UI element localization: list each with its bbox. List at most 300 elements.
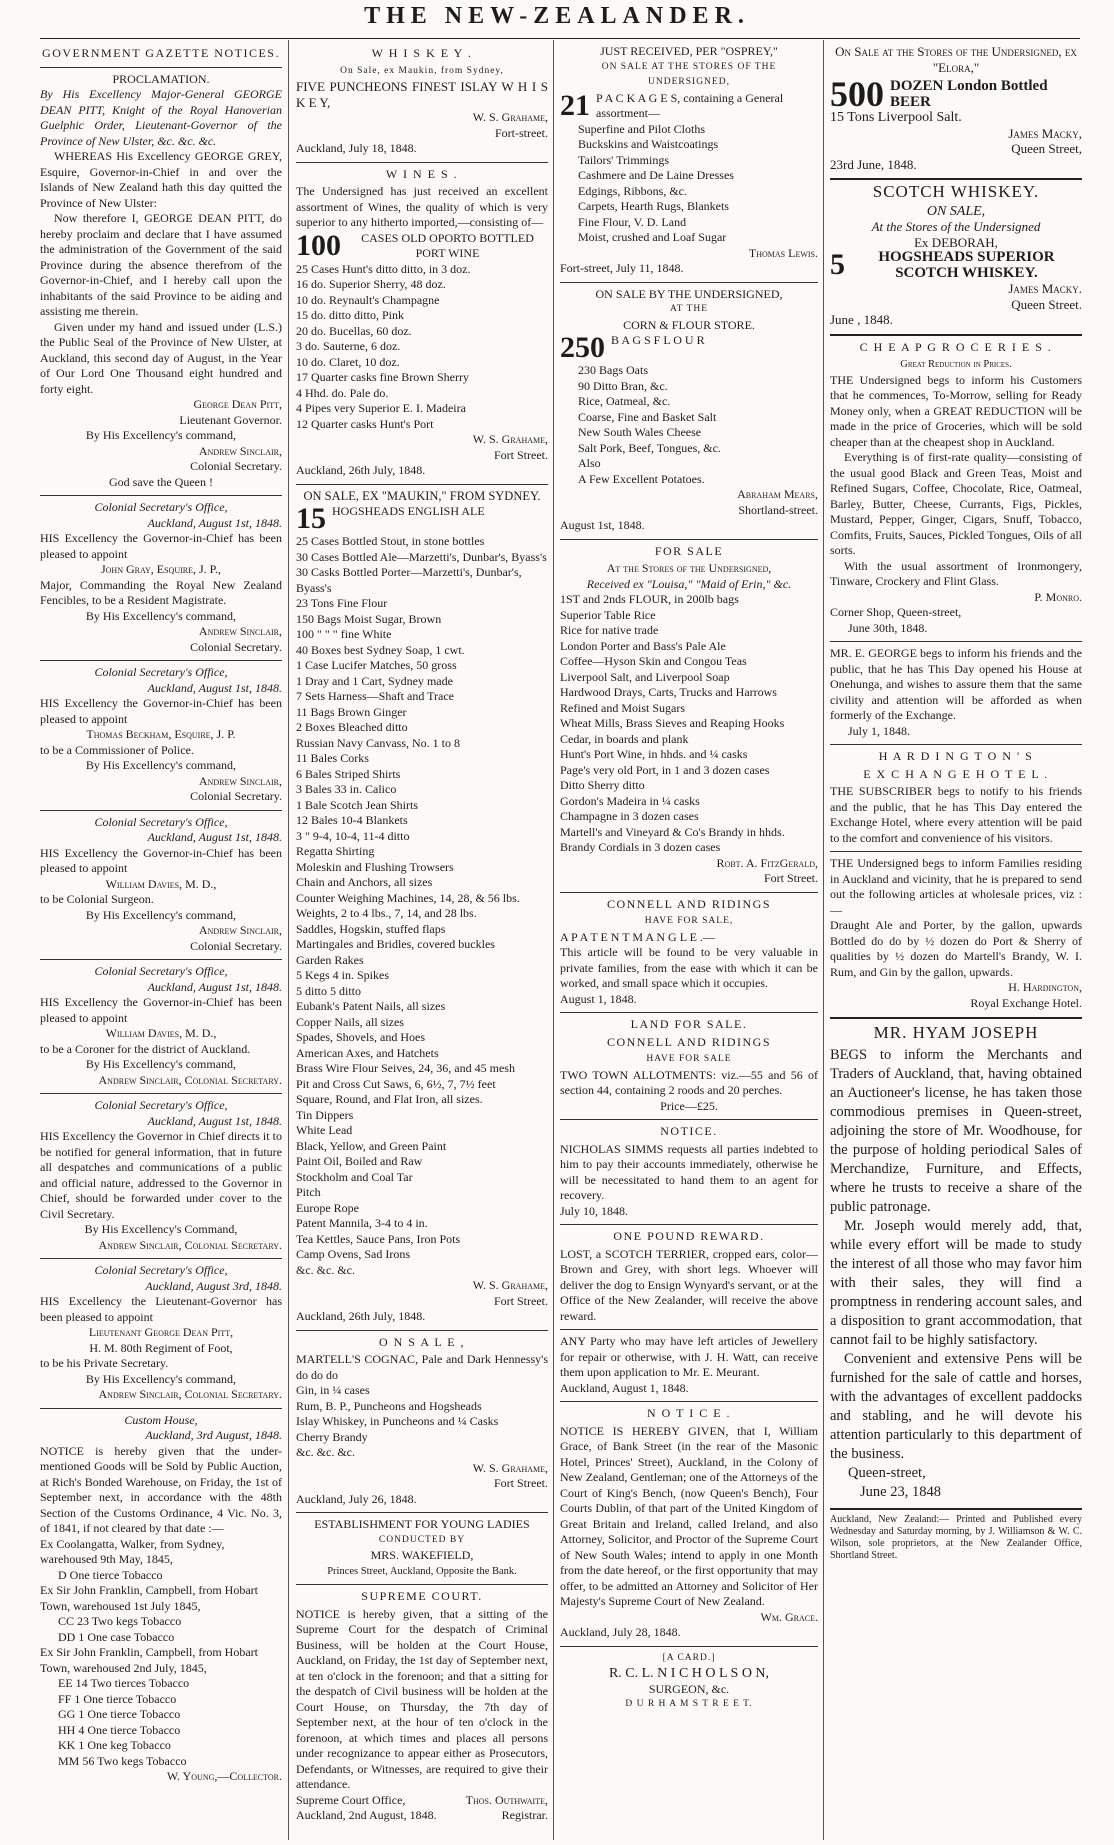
list-item: 90 Ditto Bran, &c.	[578, 378, 668, 393]
list-item: 11 Bags Brown Ginger	[296, 704, 407, 719]
customs-lot: DD 1 One case Tobacco	[58, 1629, 175, 1644]
ad-item-list	[560, 363, 818, 487]
ad-body: BEGS to inform the Merchants and Traders of Auckland, that, having obtained an Auctioneer's license, he has taken those commodious premises in Queen-street, adjoining the store of Mr. Woodhouse, for the purpose of holding periodical Sales of Merchandize, Furniture, and Effects, where he trusts to receive a share of the public patronage.	[830, 1047, 1082, 1215]
list-item: Hardwood Drays, Carts, Trucks and Harrows	[560, 685, 777, 699]
list-item: Chain and Anchors, all sizes	[296, 875, 433, 889]
notice-date: Auckland, August 1st, 1848.	[147, 830, 282, 844]
signature-location: Fort-street.	[495, 125, 548, 140]
list-item: 1 Dray and 1 Cart, Sydney made	[296, 673, 453, 688]
list-item: 17 Quarter casks fine Brown Sherry	[296, 370, 469, 384]
signature: Robt. A. FitzGerald,	[716, 855, 818, 870]
signature: W. Young,—Collector.	[166, 1769, 282, 1783]
signature-location: Queen Street,	[1011, 141, 1082, 156]
ad-title: H A R D I N G T O N ' S	[878, 749, 1034, 763]
list-item: 12 Bales 10-4 Blankets	[296, 813, 408, 827]
list-item: 1 Bale Scotch Jean Shirts	[296, 797, 418, 812]
ad-subtitle: AT THE	[669, 304, 709, 314]
notice-body: to be his Private Secretary.	[40, 1356, 169, 1370]
ad-date: June 23, 1848	[860, 1484, 941, 1500]
list-item: Buckskins and Waistcoatings	[578, 137, 719, 151]
list-item: Pit and Cross Cut Saws, 6, 6½, 7, 7½ feet	[296, 1076, 496, 1091]
signature: Andrew Sinclair,	[198, 923, 282, 937]
notice-appointment	[40, 500, 282, 655]
notice-appointment	[40, 665, 282, 805]
ad-title: C H E A P G R O C E R I E S .	[859, 339, 1053, 354]
ad-item-list	[296, 534, 548, 1278]
signature-title: Colonial Secretary.	[190, 789, 282, 803]
list-item: 6 Bales Striped Shirts	[296, 766, 401, 781]
list-item: Cashmere and De Laine Dresses	[578, 168, 734, 182]
list-item: 7 Sets Harness—Shaft and Trace	[296, 689, 454, 703]
list-item: 3 do. Sauterne, 6 doz.	[296, 339, 401, 353]
notice-body: HIS Excellency the Governor-in-Chief has been pleased to appoint	[40, 531, 282, 561]
list-item: 10 do. Claret, 10 doz.	[296, 354, 400, 369]
signature: Thomas Lewis.	[748, 245, 818, 260]
ad-date: August 1st, 1848.	[560, 518, 645, 532]
notice-body: to be a Commissioner of Police.	[40, 742, 194, 757]
ad-title: FOR SALE	[654, 543, 724, 558]
ad-title: ONE POUND REWARD.	[613, 1229, 765, 1243]
list-item: 1ST and 2nds FLOUR, in 200lb bags	[560, 592, 739, 606]
list-item: Ditto Sherry ditto	[560, 778, 645, 792]
signature: Andrew Sinclair,	[198, 443, 282, 458]
list-item: Europe Rope	[296, 1200, 359, 1215]
list-item: 5 ditto 5 ditto	[296, 983, 362, 998]
ad-body: Everything is of first-rate quality—consisting of the usual good Black and Green Teas, Moist and Refined Sugars, Coffee, Chocolate, Rice, Oatmeal, Barley, Butter, Cheese, Currants, Figs, Pickles, Mustard, Pepper, Ginger, Cigars, Snuff, Tobacco, Comfits, Fruits, Sauces, Pickled Tongues, Oils of all sorts.	[830, 450, 1082, 557]
list-item: 5 Kegs 4 in. Spikes	[296, 968, 389, 982]
list-item: Tea Kettles, Sauce Pans, Iron Pots	[296, 1231, 461, 1246]
masthead: THE NEW-ZEALANDER.	[364, 3, 750, 29]
list-item: 11 Bales Corks	[296, 751, 369, 765]
auctioneer-ad	[830, 1023, 1082, 1502]
ad-subtitle: At the Stores of the Undersigned	[871, 219, 1041, 234]
ad-date: June 30th, 1848.	[848, 620, 928, 635]
list-item: 4 Hhd. do. Pale do.	[296, 385, 389, 400]
notice-body: to be a Coroner for the district of Auckland.	[40, 1041, 251, 1056]
ad-headline: DOZEN London Bottled BEER	[890, 79, 1048, 110]
ad-date: Auckland, August 1, 1848.	[560, 1380, 689, 1395]
signature: W. S. Grahame,	[472, 1460, 548, 1475]
ad-item-list	[296, 262, 548, 433]
notice-appointment	[40, 815, 282, 955]
ad-date: 23rd June, 1848.	[830, 156, 917, 172]
notice-despatches	[40, 1098, 282, 1253]
notice-office: Custom House,	[124, 1412, 198, 1427]
ad-headline: HOGSHEADS ENGLISH ALE	[332, 504, 485, 518]
list-item: 2 Boxes Bleached ditto	[296, 720, 408, 734]
list-item: Islay Whiskey, in Puncheons and ¼ Casks	[296, 1414, 499, 1428]
ad-title: LAND FOR SALE.	[630, 1017, 748, 1031]
list-item: Rice, Oatmeal, &c.	[578, 394, 671, 408]
ad-title: W H I S K E Y .	[371, 46, 473, 60]
list-item: 15 do. ditto ditto, Pink	[296, 308, 405, 322]
ad-name: MRS. WAKEFIELD,	[370, 1548, 474, 1562]
ad-subtitle: On Sale, ex Maukin, from Sydney,	[340, 65, 504, 76]
ad-date: Auckland, July 28, 1848.	[560, 1625, 681, 1639]
list-item: 10 do. Reynault's Champagne	[296, 292, 440, 307]
ad-title: E X C H A N G E H O T E L .	[863, 766, 1049, 781]
notice-body: to be Colonial Surgeon.	[40, 892, 154, 906]
list-item: 4 Pipes very Superior E. I. Madeira	[296, 401, 466, 415]
signature-title: Lieutenant Governor.	[179, 412, 282, 427]
notice-date: Auckland, 3rd August, 1848.	[145, 1428, 282, 1442]
notice-date: Auckland, August 3rd, 1848.	[145, 1278, 282, 1293]
command-line: By His Excellency's command,	[85, 907, 237, 922]
ad-title: MR. HYAM JOSEPH	[873, 1023, 1039, 1042]
list-item: Carpets, Hearth Rugs, Blankets	[578, 199, 729, 213]
list-item: Tailors' Trimmings	[578, 152, 670, 167]
signature: Wm. Grace.	[760, 1609, 818, 1624]
appointee-name: John Gray, Esquire, J. P.,	[100, 562, 222, 576]
list-item: 1 Case Lucifer Matches, 50 gross	[296, 658, 457, 672]
list-item: Russian Navy Canvass, No. 1 to 8	[296, 735, 460, 750]
list-item: &c. &c. &c.	[296, 1262, 355, 1277]
signature: Andrew Sinclair,	[198, 624, 282, 638]
list-item: Garden Rakes	[296, 952, 364, 967]
ad-date: July 10, 1848.	[560, 1203, 629, 1218]
notice-body: HIS Excellency the Governor-in-Chief has been pleased to appoint	[40, 995, 282, 1025]
signature-location: Corner Shop, Queen-street,	[830, 605, 962, 619]
customs-lot: CC 23 Two kegs Tobacco	[58, 1614, 182, 1628]
proclamation-body: WHEREAS His Excellency GEORGE GREY, Esquire, Governor-in-Chief in and over the Islands of New Zealand hath this day quitted the Province of New Ulster:	[40, 149, 282, 210]
ad-date: Auckland, 26th July, 1848.	[296, 463, 426, 477]
ad-date: Fort-street, July 11, 1848.	[560, 261, 684, 275]
column-1	[40, 44, 282, 1839]
list-item: Regatta Shirting	[296, 844, 375, 858]
list-item: Patent Mannila, 3-4 to 4 in.	[296, 1216, 428, 1230]
card-address: D U R H A M S T R E E T.	[625, 1699, 753, 1709]
signature: W. S. Grahame,	[472, 1278, 548, 1292]
list-item: 25 Cases Hunt's ditto ditto, in 3 doz.	[296, 261, 471, 276]
ad-quantity: 500	[830, 79, 884, 110]
list-item: American Axes, and Hatchets	[296, 1045, 439, 1060]
column-rule	[553, 40, 554, 1840]
list-item: Black, Yellow, and Green Paint	[296, 1138, 447, 1153]
list-item: Brass Wire Flour Seives, 24, 36, and 45 mesh	[296, 1061, 515, 1075]
notice-date: Auckland, August 1st, 1848.	[147, 680, 282, 695]
list-item: Rice for native trade	[560, 623, 659, 637]
list-item: London Porter and Bass's Pale Ale	[560, 638, 726, 653]
section-heading: GOVERNMENT GAZETTE NOTICES.	[42, 46, 280, 60]
ad-body: ANY Party who may have left articles of Jewellery for repair or otherwise, with J. H. Watt, can receive them upon application to Mr. E. Meurant.	[560, 1334, 818, 1379]
notice-date: Auckland, August 1st, 1848.	[147, 515, 282, 530]
signature: George Dean Pitt,	[193, 397, 282, 411]
notice-office: Colonial Secretary's Office,	[94, 1098, 228, 1112]
signature-location: Fort Street.	[494, 1476, 548, 1490]
signature-location: Fort Street.	[494, 1293, 548, 1308]
list-item: Saddles, Hogskin, stuffed flaps	[296, 921, 446, 936]
customs-lot: FF 1 One tierce Tobacco	[58, 1691, 177, 1706]
ad-subtitle: At the Stores of the Undersigned,	[606, 561, 772, 575]
list-item: Gin, in ¼ cases	[296, 1383, 370, 1397]
list-item: Refined and Moist Sugars	[560, 700, 685, 715]
list-item: New South Wales Cheese	[578, 425, 702, 439]
list-item: Salt Pork, Beef, Tongues, &c.	[578, 440, 721, 455]
signature-location: Royal Exchange Hotel.	[970, 995, 1082, 1010]
proclamation-byline: By His Excellency Major-General GEORGE DEAN PITT, Knight of the Royal Hanoverian Guelphic Order, Lieutenant-Governor of the Province of New Ulster, &c. &c. &c.	[40, 87, 282, 148]
masthead-rule	[40, 38, 1080, 39]
list-item: Rum, B. P., Puncheons and Hogsheads	[296, 1398, 482, 1413]
ad-subtitle: HAVE FOR SALE,	[644, 916, 734, 926]
list-item: Superior Table Rice	[560, 607, 656, 622]
appointee-name: William Davies, M. D.,	[105, 876, 217, 891]
ad-title: JUST RECEIVED, PER "OSPREY,"	[600, 44, 778, 58]
command-line: By His Excellency's command,	[85, 428, 237, 442]
ad-date: Auckland, July 26, 1848.	[296, 1491, 417, 1506]
command-line: By His Excellency's command,	[85, 608, 237, 623]
list-item: 30 Casks Bottled Porter—Marzetti's, Dunbar's, Byass's	[296, 565, 522, 595]
ad-price: Price—£25.	[660, 1098, 718, 1113]
signature-title: Colonial Secretary.	[190, 459, 282, 473]
ad-title: ON SALE, EX "MAUKIN," FROM SYDNEY.	[303, 488, 541, 503]
printer-imprint: Auckland, New Zealand:— Printed and Published every Wednesday and Saturday morning, by J. Williamson & W. C. Wilson, sole proprietors, at the New Zealander Office, Shortland Street.	[830, 1514, 1082, 1561]
proclamation-body: Now therefore I, GEORGE DEAN PITT, do hereby proclaim and declare that I have assumed the administration of the Government of the said Province during the absence therefrom of the Governor-in-Chief, and I hereby call upon the inhabitants of the said Province to be aiding and assisting me therein.	[40, 211, 282, 318]
list-item: 16 do. Superior Sherry, 48 doz.	[296, 277, 446, 291]
notice-office: Colonial Secretary's Office,	[94, 665, 228, 679]
notice-appointment	[40, 1263, 282, 1403]
ad-item-list	[560, 122, 818, 246]
appointee-name: Lieutenant George Dean Pitt,	[88, 1325, 234, 1339]
customs-entry: Ex Coolangatta, Walker, from Sydney, warehoused 9th May, 1845,	[40, 1536, 225, 1566]
signature: James Macky.	[1008, 281, 1082, 296]
ad-headline: CONNELL AND RIDINGS	[606, 1034, 772, 1049]
list-item: Coarse, Fine and Basket Salt	[578, 409, 717, 424]
ad-subtitle: HAVE FOR SALE	[646, 1054, 732, 1064]
list-item: Also	[578, 456, 601, 470]
list-item: 12 Quarter casks Hunt's Port	[296, 416, 434, 431]
list-item: &c. &c. &c.	[296, 1445, 355, 1459]
signature: Andrew Sinclair, Colonial Secretary.	[98, 1072, 282, 1087]
ad-item-list	[560, 592, 818, 856]
command-line: By His Excellency's command,	[85, 1371, 237, 1386]
proclamation-body: Given under my hand and issued under (L.S.) the Public Seal of the Province of New Ulster, at Auckland, this second day of August, in the Year of Our Lord One Thousand eight hundred and forty eight.	[40, 319, 282, 396]
ad-title: CONNELL AND RIDINGS	[606, 896, 772, 911]
ad-body: LOST, a SCOTCH TERRIER, cropped ears, color—Brown and Grey, with short legs. Whoever will deliver the dog to Ensign Wynyard's servant, or at the Office of the New Zealander, will receive the above reward.	[560, 1246, 818, 1323]
signature: W. S. Grahame,	[472, 110, 548, 124]
list-item: Camp Ovens, Sad Irons	[296, 1247, 410, 1261]
list-item: Square, Round, and Flat Iron, all sizes.	[296, 1092, 483, 1106]
column-4	[830, 44, 1082, 1839]
notice-date: Auckland, August 1st, 1848.	[147, 1113, 282, 1128]
ad-headline: B A G S F L O U R	[611, 333, 705, 347]
ad-body: This article will be found to be very valuable in private families, from the ease with which it can be worked, and small space which it occupies.	[560, 945, 818, 990]
closing-line: God save the Queen !	[109, 474, 213, 489]
list-item: Page's very old Port, in 1 and 3 dozen cases	[560, 762, 770, 777]
ad-date: Auckland, 26th July, 1848.	[296, 1309, 426, 1323]
signature: Andrew Sinclair, Colonial Secretary.	[98, 1387, 282, 1401]
customs-lot: MM 56 Two kegs Tobacco	[58, 1753, 187, 1768]
ad-quantity: 100	[296, 230, 341, 262]
column-3	[560, 44, 818, 1839]
ad-quantity: 21	[560, 90, 590, 122]
signature: Thos. Outhwaite,	[465, 1792, 548, 1807]
notice-body: HIS Excellency the Governor-in-Chief has been pleased to appoint	[40, 845, 282, 875]
signature-location: Fort Street.	[494, 447, 548, 462]
list-item: 100 " " " fine White	[296, 627, 392, 641]
list-item: Superfine and Pilot Cloths	[578, 121, 705, 136]
ad-body: Mr. Joseph would merely add, that, while every effort will be made to study the interest of all those who may favor him with their sales, they will find a promptness in rendering account sales, and a disposition to grant accommodation, that cannot fail to be highly satisfactory.	[830, 1218, 1082, 1348]
command-line: By His Excellency's command,	[85, 758, 237, 772]
customs-lot: KK 1 One keg Tobacco	[58, 1738, 171, 1752]
ad-title: ON SALE BY THE UNDERSIGNED,	[595, 286, 783, 301]
list-item: Spades, Shovels, and Hoes	[296, 1030, 425, 1044]
notice-body: Major, Commanding the Royal New Zealand Fencibles, to be a Resident Magistrate.	[40, 577, 282, 607]
signature-title: Registrar.	[501, 1808, 548, 1822]
list-item: 150 Bags Moist Sugar, Brown	[296, 611, 442, 626]
customs-entry: Ex Sir John Franklin, Campbell, from Hobart Town, warehoused 1st July 1845,	[40, 1583, 258, 1613]
signature: H. Hardington,	[1008, 980, 1082, 994]
list-item: Cedar, in boards and plank	[560, 731, 689, 746]
command-line: By His Excellency's Command,	[84, 1222, 238, 1236]
list-item: Liverpool Salt, and Liverpool Soap	[560, 669, 730, 684]
ad-body: The Undersigned has just received an excellent assortment of Wines, the quality of which is very superior to any hitherto imported,—consisting of—	[296, 184, 548, 229]
list-item: Moleskin and Flushing Trowsers	[296, 859, 454, 874]
notice-body: NOTICE is hereby given that the under-mentioned Goods will be Sold by Public Auction, at Rich's Bonded Warehouse, on Friday, the 1st of September next, in accordance with the 48th Section of the Customs Ordinance, 4 Vic. No. 3, of 1841, if not cleared by that date :—	[40, 1443, 282, 1535]
signature: Andrew Sinclair, Colonial Secretary.	[98, 1237, 282, 1252]
ad-title: SCOTCH WHISKEY.	[872, 182, 1040, 201]
notice-date: Auckland, 2nd August, 1848.	[296, 1808, 437, 1822]
list-item: Stockholm and Coal Tar	[296, 1169, 413, 1184]
ad-date: June , 1848.	[830, 312, 893, 327]
ad-headline: A P A T E N T M A N G L E .—	[560, 929, 715, 944]
column-rule	[823, 40, 824, 1840]
customs-lot: EE 14 Two tierces Tobacco	[58, 1676, 190, 1690]
list-item: Edgings, Ribbons, &c.	[578, 183, 688, 198]
list-item: Champagne in 3 dozen cases	[560, 809, 699, 823]
ad-body: THE SUBSCRIBER begs to notify to his friends and the public, that he has This Day entered the Exchange Hotel, where every attention will be paid to the comfort and convenience of his visitors.	[830, 784, 1082, 845]
ad-body: NOTICE IS HEREBY GIVEN, that I, William Grace, of Bank Street (in the rear of the Masonic Hotel, Princes' Street), Auckland, in the Colony of New Zealand, Gentleman; one of the Attorneys of the Court of King's Bench, (now Queen's Bench), Four Courts Dublin, of that part of the United Kingdom of Great Britain and Ireland, called Ireland, and also Attorney, Solicitor, and Proctor of the Supreme Court of New South Wales; intend to apply in one Month from the date hereof, or the first opportunity that may offer, to be admitted an Attorney and Solicitor of Her Majesty's Supreme Court of New Zealand.	[560, 1423, 818, 1608]
notice-office: Supreme Court Office,	[296, 1792, 406, 1807]
list-item: 30 Cases Bottled Ale—Marzetti's, Dunbar's, Byass's	[296, 549, 547, 564]
list-item: A Few Excellent Potatoes.	[578, 471, 705, 486]
command-line: By His Excellency's command,	[85, 1057, 237, 1071]
list-item: Martingales and Bridles, covered buckles	[296, 937, 495, 951]
notice-body: H. M. 80th Regiment of Foot,	[89, 1340, 233, 1355]
ad-subtitle: Received ex "Louisa," "Maid of Erin," &c.	[586, 576, 792, 591]
customs-lot: HH 4 One tierce Tobacco	[58, 1722, 181, 1737]
ad-title: NOTICE.	[660, 1124, 718, 1138]
ad-body: FIVE PUNCHEONS FINEST ISLAY W H I S K E Y,	[296, 79, 548, 110]
card-title: SURGEON, &c.	[648, 1681, 730, 1696]
notice-office: Colonial Secretary's Office,	[94, 964, 228, 978]
list-item: Copper Nails, all sizes	[296, 1014, 404, 1029]
ad-body: MR. E. GEORGE begs to inform his friends and the public, that he has This Day opened his House at Onehunga, and wishes to assure them that the same civility and attention will be afforded as when formerly of the Exchange.	[830, 646, 1082, 722]
ad-address: Princes Street, Auckland, Opposite the Bank.	[327, 1565, 517, 1577]
ad-item-list	[296, 1383, 548, 1461]
list-item: Fine Flour, V. D. Land	[578, 214, 687, 229]
proclamation-title: PROCLAMATION.	[112, 71, 210, 86]
ad-body: MARTELL'S COGNAC, Pale and Dark Hennessy's do do do	[296, 1352, 548, 1382]
column-2	[296, 44, 548, 1839]
list-item: 25 Cases Bottled Stout, in stone bottles	[296, 534, 485, 548]
ad-title: O N S A L E ,	[378, 1334, 466, 1349]
ad-title: On Sale at the Stores of the Undersigned, ex "Elora,"	[835, 44, 1077, 75]
card-label: [A CARD.]	[662, 1652, 716, 1663]
ad-subtitle: ON SALE AT THE STORES OF THE UNDERSIGNED,	[601, 61, 777, 87]
customs-entry: Ex Sir John Franklin, Campbell, from Hobart Town, warehoused 2nd July, 1845,	[40, 1645, 258, 1675]
ad-body: TWO TOWN ALLOTMENTS: viz.—55 and 56 of section 44, containing 2 roods and 20 perches.	[560, 1067, 818, 1097]
signature: Andrew Sinclair,	[198, 773, 282, 788]
ad-headline: CASES OLD OPORTO BOTTLED PORT WINE	[361, 230, 534, 260]
notice-office: Colonial Secretary's Office,	[94, 500, 228, 514]
column-rule	[288, 40, 289, 1840]
signature: James Macky,	[1008, 125, 1082, 141]
list-item: Tin Dippers	[296, 1107, 354, 1122]
list-item: Hunt's Port Wine, in hhds. and ¼ casks	[560, 747, 748, 761]
signature-title: Colonial Secretary.	[190, 639, 282, 654]
ad-headline: HOGSHEADS SUPERIOR SCOTCH WHISKEY.	[878, 250, 1055, 281]
ad-title: SUPREME COURT.	[361, 1589, 483, 1603]
ad-body: Convenient and extensive Pens will be furnished for the sale of cattle and horses, with the advantages of excellent paddocks and stabling, and he will devote his attention particularly to this department of the business.	[830, 1351, 1082, 1462]
list-item: Gordon's Madeira in ¼ casks	[560, 793, 700, 808]
ad-store: CORN & FLOUR STORE.	[623, 317, 755, 332]
list-item: 20 do. Bucellas, 60 doz.	[296, 323, 412, 338]
list-item: Cherry Brandy	[296, 1429, 368, 1444]
list-item: Coffee—Hyson Skin and Congou Teas	[560, 654, 747, 668]
list-item: Paint Oil, Boiled and Raw	[296, 1154, 423, 1168]
list-item: 230 Bags Oats	[578, 363, 648, 377]
ad-title: N O T I C E .	[646, 1406, 732, 1420]
list-item: Counter Weighing Machines, 14, 28, & 56 lbs.	[296, 890, 520, 905]
ad-body: With the usual assortment of Ironmongery, Tinware, Crockery and Flint Glass.	[830, 558, 1082, 588]
card-name: R. C. L. N I C H O L S O N,	[608, 1666, 770, 1681]
ad-body: THE Undersigned begs to inform his Customers that he commences, To-Morrow, selling for Ready Money only, when a GREAT REDUCTION will be made in the price of Groceries, which will be sold cheaper than at the cheapest shop in Auckland.	[830, 372, 1082, 449]
ad-quantity: 250	[560, 333, 605, 363]
list-item: White Lead	[296, 1123, 353, 1137]
ad-subtitle: Great Reduction in Prices.	[900, 359, 1012, 370]
notice-office: Colonial Secretary's Office,	[94, 814, 228, 829]
ad-body: THE Undersigned begs to inform Families residing in Auckland and vicinity, that he is prepared to send out the following articles at wholesale prices, viz :—	[830, 856, 1082, 917]
list-item: Brandy Cordials in 3 dozen cases	[560, 840, 721, 854]
notice-body: HIS Excellency the Governor in Chief directs it to be notified for general information, that in future all despatches and communications of a public and official nature, addressed to the Governor in Chief, should be forwarded under cover to the Civil Secretary.	[40, 1129, 282, 1221]
signature: Abraham Mears,	[737, 487, 818, 501]
list-item: Martell's and Vineyard & Co's Brandy in hhds.	[560, 824, 785, 839]
notice-body: HIS Excellency the Lieutenant-Governor has been pleased to appoint	[40, 1294, 282, 1324]
ad-headline: P A C K A G E S, containing a General assortment—	[596, 90, 784, 120]
ad-date: August 1, 1848.	[560, 991, 637, 1006]
list-item: Moist, crushed and Loaf Sugar	[578, 230, 727, 244]
ad-title: W I N E S .	[385, 166, 459, 181]
list-item: Wheat Mills, Brass Sieves and Reaping Hooks	[560, 716, 785, 730]
signature-location: Fort Street.	[764, 871, 818, 885]
list-item: 3 Bales 33 in. Calico	[296, 782, 397, 796]
signature-location: Shortland-street.	[738, 502, 818, 517]
signature-location: Queen-street,	[848, 1465, 926, 1481]
appointee-name: William Davies, M. D.,	[105, 1026, 217, 1040]
list-item: 3 " 9-4, 10-4, 11-4 ditto	[296, 828, 410, 843]
notice-date: Auckland, August 1st, 1848.	[147, 979, 282, 994]
ad-body: NOTICE is hereby given, that a sitting of the Supreme Court for the despatch of Criminal Business, will be holden at the Court House, Auckland, on Friday, the 1st day of September next, at ten o'clock in the forenoon; and that a sitting for the despatch of Civil business will be holden at the Court House, on Thursday, the 7th day of September next, at the hour of ten o'clock in the forenoon, at which times and places all persons under recognizance to appear either as Prosecutors, Defendants, or Witnesses, are required to give their attendance.	[296, 1606, 548, 1791]
customs-lot: GG 1 One tierce Tobacco	[58, 1707, 181, 1721]
ad-title: ESTABLISHMENT FOR YOUNG LADIES	[314, 1517, 530, 1531]
notice-appointment	[40, 964, 282, 1088]
customs-lot: D One tierce Tobacco	[58, 1567, 163, 1582]
list-item: Eubank's Patent Nails, all sizes	[296, 999, 446, 1013]
signature: P. Monro.	[1034, 589, 1082, 604]
ad-date: Auckland, July 18, 1848.	[296, 141, 417, 155]
ad-date: July 1, 1848.	[848, 723, 911, 738]
notice-office: Colonial Secretary's Office,	[94, 1263, 228, 1277]
signature: W. S. Grahame,	[472, 432, 548, 446]
ad-body: Draught Ale and Porter, by the gallon, upwards Bottled do do by ½ dozen do Port & Sherry of qualities by ½ dozen do Martell's Brandy, W. I. Rum, and Gin by the gallon, upwards.	[830, 918, 1082, 979]
appointee-name: Thomas Beckham, Esquire, J. P.	[86, 727, 236, 741]
signature-title: Colonial Secretary.	[190, 938, 282, 953]
signature-location: Queen Street.	[1011, 296, 1082, 312]
ad-quantity: 5	[830, 250, 845, 281]
list-item: Weights, 2 to 4 lbs., 7, 14, and 28 lbs.	[296, 906, 477, 920]
ad-subtitle: CONDUCTED BY	[378, 1534, 466, 1545]
list-item: Pitch	[296, 1185, 321, 1199]
